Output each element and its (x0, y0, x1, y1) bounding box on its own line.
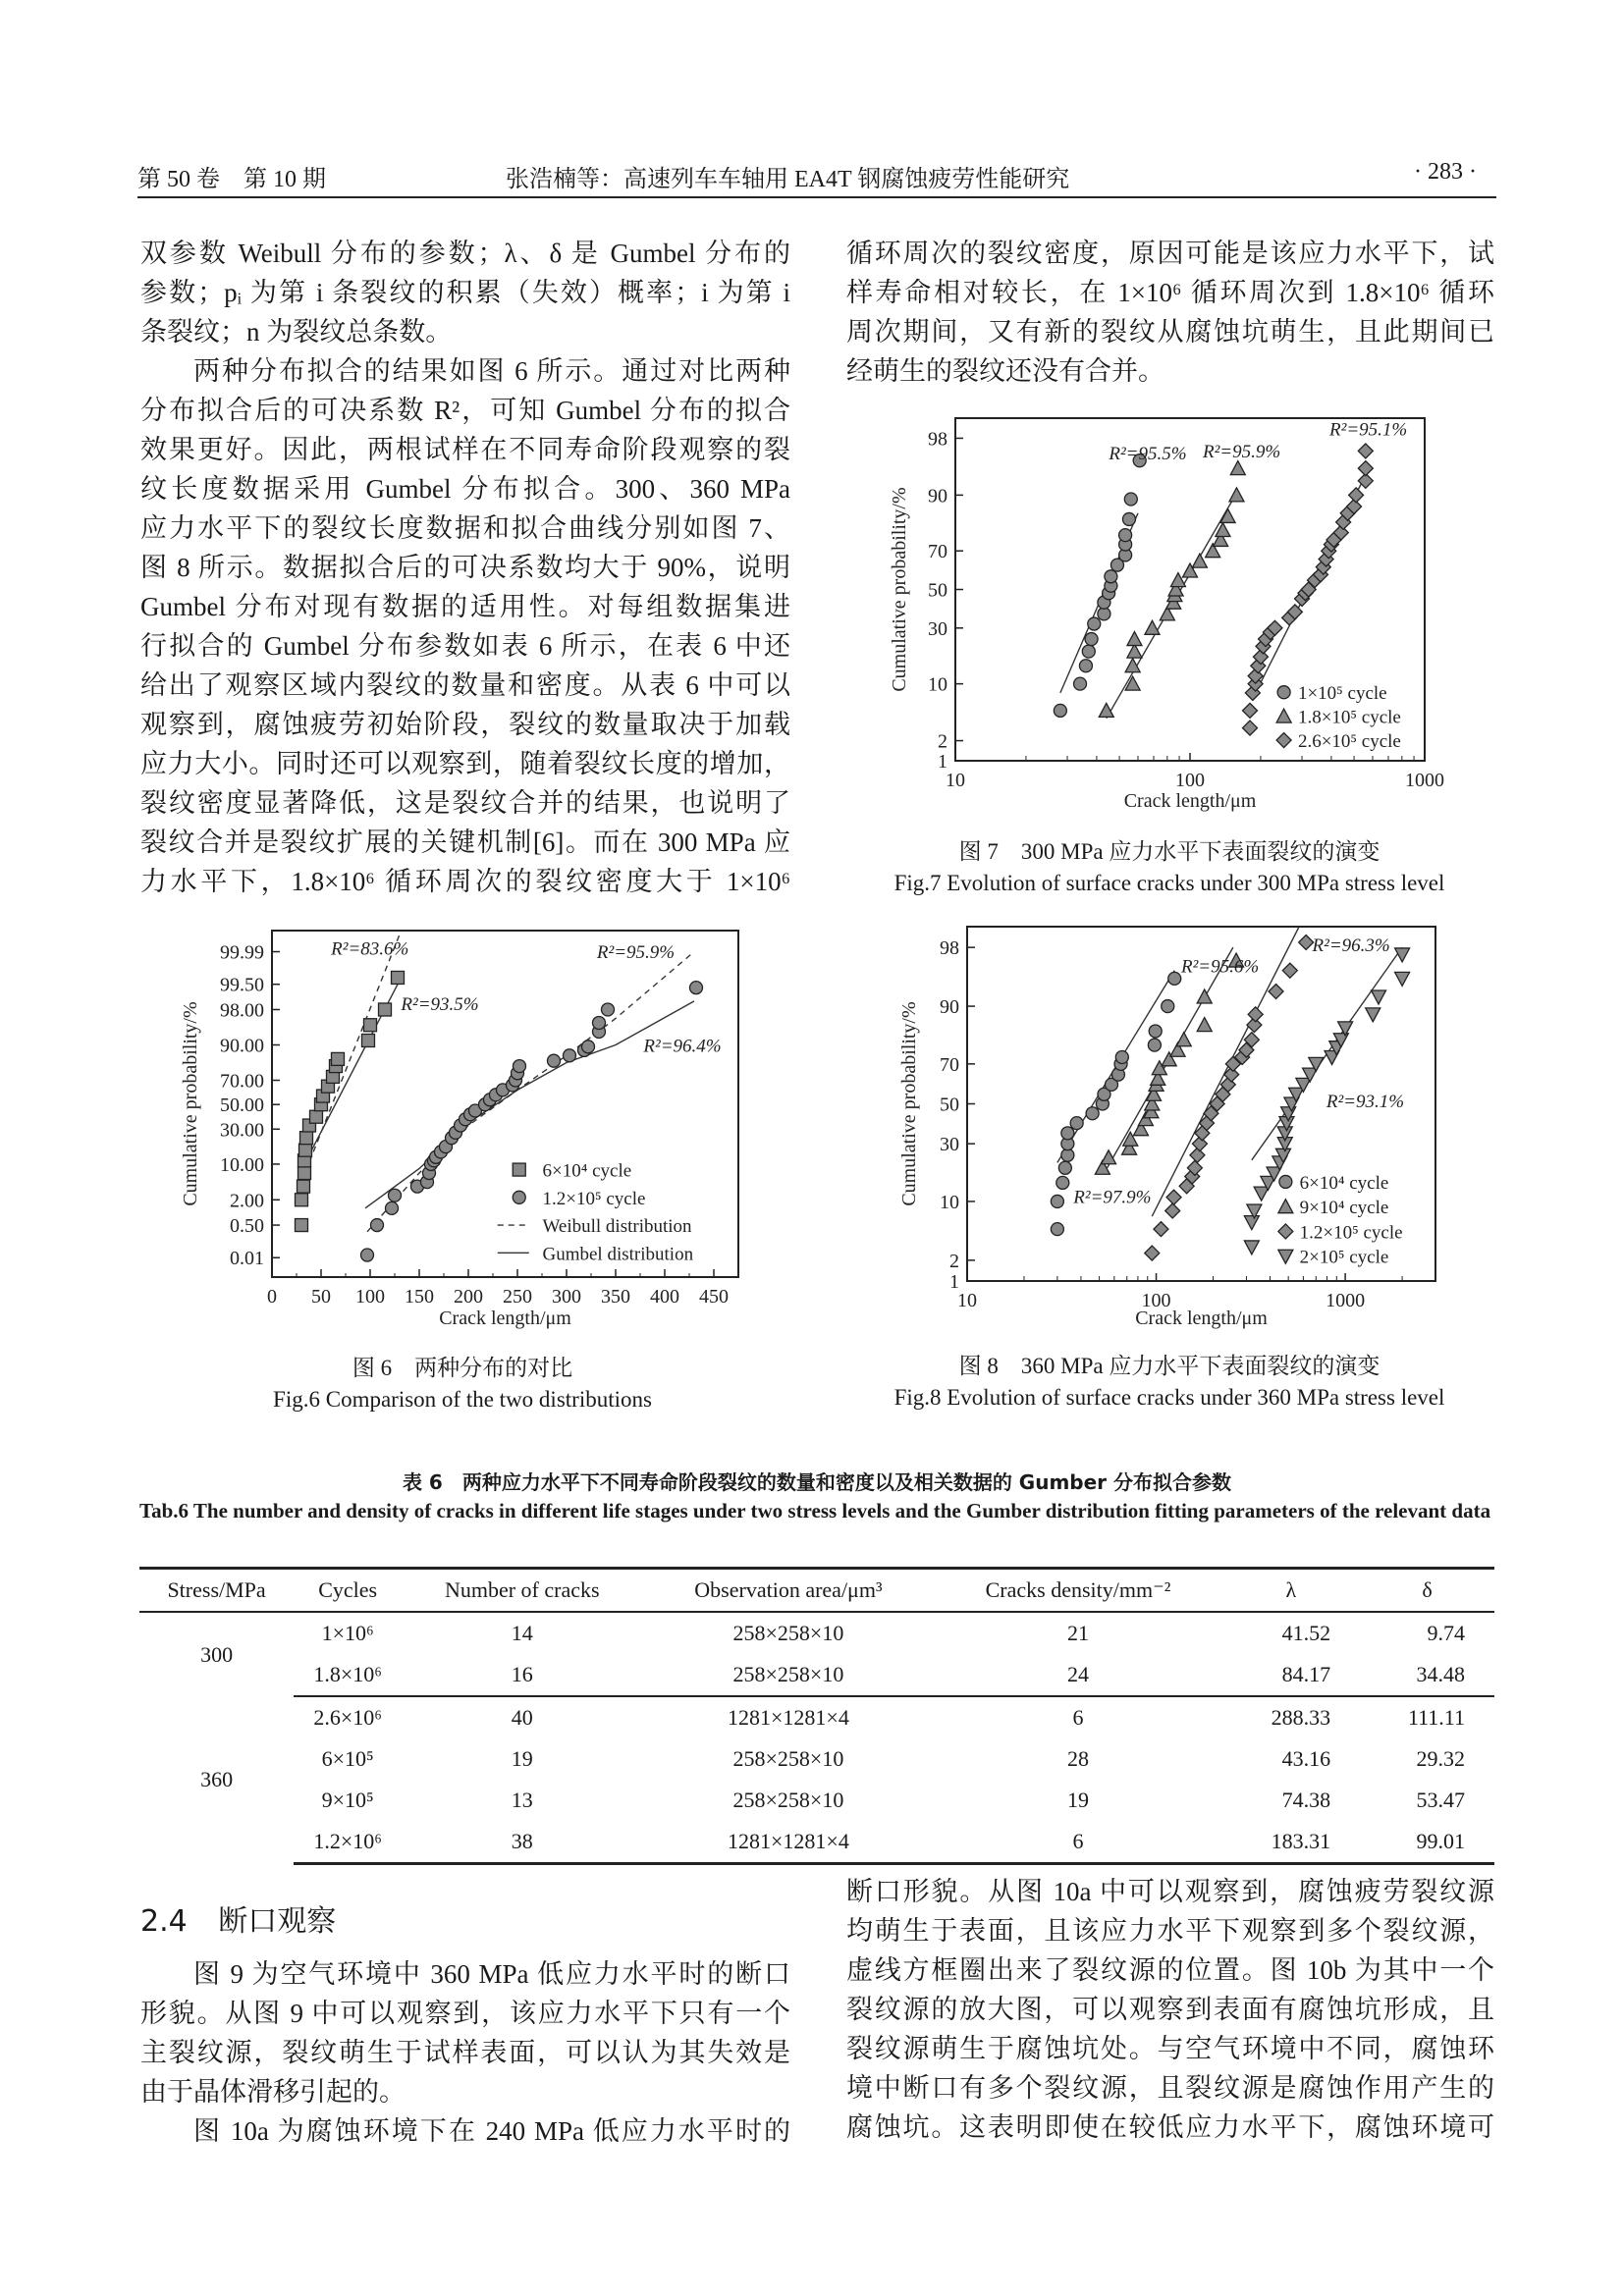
header-rule (137, 196, 1496, 198)
column-header: Number of cracks (402, 1569, 642, 1613)
data-point (1086, 1107, 1099, 1120)
text-line: 样寿命相对较长，在 1×10⁶ 循环周次到 1.8×10⁶ 循环 (846, 278, 1494, 307)
text-line: 分布拟合后的可决系数 R²，可知 Gumbel 分布的拟合 (140, 396, 790, 425)
x-tick-label: 450 (699, 1286, 729, 1308)
text-line: 裂纹源萌生于腐蚀坑处。与空气环境中不同，腐蚀环 (846, 2034, 1494, 2063)
text-line: 腐蚀坑。这表明即使在较低应力水平下，腐蚀环境可 (846, 2112, 1494, 2142)
legend-label: 1×10⁵ cycle (1297, 683, 1387, 705)
column-header: Cycles (294, 1569, 402, 1613)
figure-7-caption (844, 836, 1494, 899)
x-tick-label: 300 (552, 1286, 581, 1308)
r-squared-annotation: R²=96.4% (643, 1036, 722, 1057)
y-tick-label: 30 (940, 1134, 959, 1156)
table-cell: 99.01 (1360, 1821, 1494, 1864)
table-cell: 38 (402, 1821, 642, 1864)
text-line: 两种分布拟合的结果如图 6 所示。通过对比两种 (193, 356, 790, 386)
data-point (564, 1049, 576, 1062)
data-point (1248, 1007, 1263, 1022)
y-tick-label: 70 (928, 541, 947, 563)
text-line: 经萌生的裂纹还没有合并。 (846, 356, 1164, 386)
table-header-row (139, 1569, 1494, 1613)
stress-cell: 300 (200, 1641, 234, 1667)
data-point (1190, 1148, 1205, 1162)
r-squared-annotation: R²=96.3% (1312, 935, 1390, 957)
data-point (1168, 972, 1181, 985)
y-tick-label: 10 (940, 1191, 959, 1213)
data-point (1074, 677, 1087, 690)
text-line: 行拟合的 Gumbel 分布参数如表 6 所示，在表 6 中还 (140, 631, 790, 661)
data-point (1148, 1039, 1161, 1051)
x-tick-label: 10 (946, 770, 965, 791)
x-tick-label: 1000 (1326, 1290, 1366, 1311)
r-squared-annotation: R²=97.9% (1073, 1187, 1152, 1208)
table-cell: 183.31 (1221, 1821, 1360, 1864)
section-heading (140, 1896, 336, 1940)
legend-label: 1.2×10⁵ cycle (1299, 1222, 1403, 1244)
r-squared-annotation: R²=83.6% (331, 938, 409, 960)
table-cell: 1.2×10⁶ (294, 1821, 402, 1864)
data-point (1058, 1161, 1071, 1174)
data-point (1197, 1018, 1212, 1032)
text-line: 图 10a 为腐蚀环境下在 240 MPa 低应力水平时的 (193, 2116, 790, 2146)
y-tick-label: 2 (938, 730, 947, 753)
data-point (582, 1041, 595, 1053)
x-axis-label: Crack length/μm (1135, 1308, 1268, 1329)
legend-marker (1277, 686, 1290, 699)
text-line: 由于晶体滑移引起的。 (140, 2077, 406, 2107)
data-point (1230, 461, 1245, 475)
table-row (139, 1738, 1494, 1780)
data-point (361, 1249, 374, 1261)
data-point (1243, 703, 1258, 718)
legend-label: Gumbel distribution (542, 1244, 694, 1265)
y-tick-label: 1 (949, 1271, 959, 1293)
data-point (1119, 529, 1132, 542)
stress-cell: 360 (200, 1767, 234, 1792)
data-point (386, 1201, 399, 1214)
table-cell: 258×258×10 (642, 1654, 934, 1696)
column-header: Observation area/μm³ (642, 1569, 934, 1613)
y-tick-label: 98 (940, 937, 959, 960)
x-tick-label: 100 (1141, 1290, 1171, 1311)
running-title: 张浩楠等：高速列车车轴用 EA4T 钢腐蚀疲劳性能研究 (506, 167, 1070, 192)
data-point (1125, 676, 1140, 690)
fit-line (301, 934, 400, 1182)
data-point (1149, 1025, 1162, 1038)
data-point (1372, 990, 1386, 1004)
table-cell: 28 (1066, 1746, 1089, 1771)
table-cell: 43.16 (1281, 1746, 1331, 1771)
r-squared-annotation: R²=95.9% (596, 942, 676, 964)
data-point (1145, 1246, 1160, 1260)
y-tick-label: 2.00 (230, 1190, 264, 1212)
table-cell: 9×10⁵ (321, 1788, 374, 1812)
data-point (392, 971, 405, 984)
table-caption-cn: 表 6 两种应力水平下不同寿命阶段裂纹的数量和密度以及相关数据的 Gumber 分布拟合参数 (402, 1470, 1232, 1494)
data-point (332, 1052, 345, 1065)
data-point (389, 1189, 402, 1201)
data-point (1056, 1176, 1069, 1189)
data-point (1051, 1223, 1063, 1236)
right-column-text (846, 234, 1494, 391)
legend-label: 6×10⁴ cycle (1299, 1172, 1389, 1194)
data-point (1154, 1222, 1168, 1237)
table-cell: 19 (1066, 1788, 1089, 1812)
data-point (379, 1003, 392, 1016)
table-cell: 258×258×10 (732, 1788, 844, 1812)
data-point (1229, 488, 1244, 502)
table-row (139, 1821, 1494, 1864)
table-caption-en: Tab.6 The number and density of cracks in different life stages under two stress levels and the Gumber distribution fitting parameters of the relevant data (139, 1499, 1491, 1522)
text-line: 周次期间，又有新的裂纹从腐蚀坑萌生，且此期间已 (846, 317, 1494, 347)
crack-data-table (139, 1567, 1494, 1865)
data-point (1105, 570, 1117, 583)
text-line: 图 8 所示。数据拟合后的可决系数均大于 90%，说明 (140, 553, 790, 582)
table-cell: 13 (511, 1788, 533, 1812)
data-point (364, 1019, 377, 1032)
data-point (1269, 984, 1283, 998)
y-tick-label: 10 (928, 673, 947, 696)
r-squared-annotation: R²=95.9% (1202, 442, 1281, 463)
r-squared-annotation: R²=95.1% (1329, 419, 1408, 441)
legend-marker (1276, 733, 1291, 748)
data-point (1299, 935, 1314, 950)
text-line: 裂纹合并是裂纹扩展的关键机制[6]。而在 300 MPa 应 (140, 828, 790, 857)
y-tick-label: 98 (928, 428, 947, 451)
y-tick-label: 30 (928, 617, 947, 640)
table-cell: 34.48 (1360, 1654, 1494, 1696)
data-point (602, 1003, 615, 1016)
figure-8-chart (884, 913, 1492, 1335)
legend-label: 9×10⁴ cycle (1299, 1198, 1389, 1219)
r-squared-annotation: R²=93.1% (1326, 1091, 1405, 1112)
fit-line (365, 1001, 694, 1208)
data-point (1061, 1127, 1074, 1140)
data-point (1127, 632, 1142, 646)
data-point (296, 1194, 308, 1206)
text-line: 应力水平下的裂纹长度数据和拟合曲线分别如图 7、 (140, 513, 790, 543)
x-tick-label: 50 (311, 1286, 331, 1308)
data-point (1358, 461, 1373, 476)
data-point (299, 1144, 312, 1156)
column-header: δ (1360, 1569, 1494, 1613)
table-cell: 21 (1066, 1621, 1089, 1645)
data-point (1124, 493, 1137, 506)
data-point (1197, 989, 1212, 1003)
data-point (1166, 1190, 1181, 1204)
table-cell: 41.52 (1281, 1621, 1331, 1645)
data-point (298, 1167, 311, 1180)
table-cell: 6 (934, 1821, 1221, 1864)
legend-marker (1276, 709, 1291, 722)
caption-cn: 图 6 两种分布的对比 (352, 1356, 573, 1380)
y-tick-label: 50.00 (220, 1095, 264, 1117)
text-line: 图 9 为空气环境中 360 MPa 低应力水平时的断口 (193, 1959, 790, 1989)
table-cell: 258×258×10 (732, 1621, 844, 1645)
r-squared-annotation: R²=95.5% (1109, 443, 1187, 464)
table-cell: 1281×1281×4 (728, 1705, 849, 1730)
r-squared-annotation: R²=93.5% (401, 994, 479, 1016)
text-line: 裂纹源的放大图，可以观察到表面有腐蚀坑形成，且 (846, 1995, 1494, 2024)
table-cell: 19 (511, 1746, 533, 1771)
table-cell: 74.38 (1281, 1788, 1331, 1812)
table-cell: 1281×1281×4 (642, 1821, 934, 1864)
table-row (139, 1780, 1494, 1821)
data-point (1192, 554, 1207, 567)
y-tick-label: 70 (940, 1053, 959, 1076)
x-axis-label: Crack length/μm (439, 1308, 571, 1329)
table-cell: 1.8×10⁶ (294, 1654, 402, 1696)
legend-marker (513, 1163, 525, 1176)
section-title: 断口观察 (218, 1904, 337, 1939)
table-cell: 6×10⁵ (321, 1746, 374, 1771)
section-number: 2.4 (140, 1904, 188, 1939)
caption-cn: 图 7 300 MPa 应力水平下表面裂纹的演变 (958, 839, 1380, 864)
y-tick-label: 50 (940, 1094, 959, 1116)
x-tick-label: 100 (355, 1286, 385, 1308)
y-tick-label: 90 (940, 996, 959, 1019)
table-cell: 2.6×10⁶ (313, 1705, 382, 1730)
data-point (548, 1054, 561, 1067)
data-point (1145, 620, 1160, 634)
table-row (139, 1612, 1494, 1654)
data-point (298, 1180, 310, 1193)
text-line: 均萌生于表面，且该应力水平下观察到多个裂纹源， (846, 1916, 1494, 1946)
y-tick-label: 90.00 (220, 1035, 264, 1057)
text-line: 力水平下，1.8×10⁶ 循环周次的裂纹密度大于 1×10⁶ (140, 867, 790, 896)
legend-label: 6×10⁴ cycle (542, 1160, 632, 1182)
y-tick-label: 70.00 (220, 1070, 264, 1093)
x-tick-label: 1000 (1405, 770, 1444, 791)
column-header: λ (1221, 1569, 1360, 1613)
data-point (1088, 617, 1101, 630)
data-point (1125, 659, 1140, 672)
x-tick-label: 100 (1175, 770, 1205, 791)
caption-en: Fig.8 Evolution of surface cracks under 360 MPa stress level (893, 1385, 1445, 1410)
y-tick-label: 99.99 (220, 941, 264, 964)
data-point (296, 1219, 308, 1232)
table-cell: 16 (402, 1654, 642, 1696)
y-tick-label: 50 (928, 579, 947, 602)
text-line: 条裂纹；n 为裂纹总条数。 (140, 317, 453, 347)
x-tick-label: 350 (601, 1286, 630, 1308)
table-cell: 6 (1072, 1705, 1084, 1730)
text-line: 主裂纹源，裂纹萌生于试样表面，可以认为其失效是 (140, 2038, 790, 2067)
text-line: 观察到，腐蚀疲劳初始阶段，裂纹的数量取决于加载 (140, 710, 790, 739)
table-cell: 53.47 (1416, 1788, 1465, 1812)
y-tick-label: 30.00 (220, 1119, 264, 1142)
y-tick-label: 98.00 (220, 999, 264, 1022)
text-line: 效果更好。因此，两根试样在不同寿命阶段观察的裂 (140, 435, 790, 464)
data-point (362, 1034, 375, 1046)
legend-marker (1278, 1200, 1293, 1213)
data-point (1366, 1008, 1380, 1022)
legend-label: 2.6×10⁵ cycle (1297, 731, 1401, 753)
data-point (1085, 633, 1098, 646)
data-point (1054, 704, 1066, 717)
data-point (593, 1016, 606, 1029)
data-point (300, 1132, 313, 1145)
data-point (1165, 1203, 1180, 1218)
x-axis-label: Crack length/μm (1123, 790, 1257, 812)
data-point (371, 1219, 384, 1232)
y-tick-label: 0.01 (230, 1248, 264, 1270)
y-tick-label: 0.50 (230, 1215, 264, 1238)
y-tick-label: 10.00 (220, 1153, 264, 1176)
figure-6-caption (137, 1353, 787, 1415)
legend-label: 1.2×10⁵ cycle (542, 1188, 646, 1209)
data-point (1349, 488, 1364, 503)
x-tick-label: 200 (454, 1286, 483, 1308)
figure-7-chart (884, 402, 1492, 825)
data-point (1358, 444, 1373, 458)
table-row (139, 1696, 1494, 1738)
data-point (1244, 1216, 1259, 1230)
x-tick-label: 400 (650, 1286, 679, 1308)
y-tick-label: 1 (938, 751, 947, 773)
data-point (310, 1110, 323, 1123)
right-column-text-bottom (846, 1872, 1494, 2147)
y-axis-label: Cumulative probability/% (889, 487, 910, 692)
legend-marker (1278, 1224, 1293, 1239)
text-line: 循环周次的裂纹密度，原因可能是该应力水平下，试 (846, 239, 1494, 268)
text-line: 境中断口有多个裂纹源，且裂纹源是腐蚀作用产生的 (846, 2073, 1494, 2103)
y-tick-label: 99.50 (220, 974, 264, 996)
r-squared-annotation: R²=95.6% (1180, 956, 1260, 978)
caption-en: Fig.7 Evolution of surface cracks under 300 MPa stress level (893, 871, 1445, 895)
data-point (1070, 1117, 1083, 1130)
legend-label: 2×10⁵ cycle (1299, 1247, 1389, 1268)
y-axis-label: Cumulative probability/% (898, 1001, 920, 1206)
text-line: Gumbel 分布对现有数据的适用性。对每组数据集进 (140, 592, 790, 621)
data-point (1079, 660, 1092, 672)
data-point (1115, 1050, 1128, 1063)
text-line: 给出了观察区域内裂纹的数量和密度。从表 6 中可以 (140, 670, 790, 700)
table-cell: 288.33 (1271, 1705, 1331, 1730)
legend-marker (1278, 1250, 1293, 1263)
table-cell: 111.11 (1407, 1705, 1465, 1730)
text-line: 参数；pᵢ 为第 i 条裂纹的积累（失效）概率；i 为第 i (140, 278, 790, 307)
legend-label: 1.8×10⁵ cycle (1297, 707, 1401, 728)
column-header: Stress/MPa (139, 1569, 294, 1613)
table-cell: 84.17 (1221, 1654, 1360, 1696)
text-line: 虚线方框圈出来了裂纹源的位置。图 10b 为其中一个 (846, 1955, 1494, 1985)
data-point (1082, 645, 1095, 658)
legend-label: Weibull distribution (542, 1216, 692, 1238)
data-point (1282, 963, 1297, 978)
table-cell: 1×10⁶ (321, 1621, 374, 1645)
left-column-text-bottom (140, 1954, 790, 2151)
data-point (1162, 1000, 1174, 1013)
legend-marker (513, 1191, 525, 1203)
text-line: 纹长度数据采用 Gumbel 分布拟合。300、360 MPa (140, 474, 790, 504)
table-cell: 14 (511, 1621, 533, 1645)
left-column-text (140, 234, 790, 901)
table-cell: 40 (511, 1705, 533, 1730)
figure-6-chart (167, 918, 776, 1340)
journal-issue: 第 50 卷 第 10 期 (137, 167, 326, 192)
data-point (514, 1060, 526, 1073)
y-axis-label: Cumulative probability/% (180, 1001, 201, 1206)
page-number: · 283 · (1414, 159, 1477, 185)
data-point (1254, 1187, 1269, 1201)
data-point (1244, 1241, 1259, 1255)
data-point (1176, 1033, 1191, 1046)
x-tick-label: 10 (957, 1290, 977, 1311)
text-line: 应力大小。同时还可以观察到，随着裂纹长度的增加， (140, 749, 790, 778)
column-header: Cracks density/mm⁻² (934, 1569, 1221, 1613)
caption-en: Fig.6 Comparison of the two distributions (273, 1387, 652, 1412)
x-tick-label: 0 (267, 1286, 277, 1308)
caption-cn: 图 8 360 MPa 应力水平下表面裂纹的演变 (958, 1354, 1380, 1378)
y-tick-label: 90 (928, 485, 947, 507)
table-row (139, 1654, 1494, 1696)
data-point (1051, 1195, 1063, 1207)
data-point (690, 982, 703, 994)
table-cell: 29.32 (1416, 1746, 1465, 1771)
table-cell: 9.74 (1427, 1621, 1465, 1645)
table-cell: 258×258×10 (732, 1746, 844, 1771)
x-tick-label: 150 (405, 1286, 434, 1308)
data-point (1243, 721, 1258, 735)
y-tick-label: 2 (949, 1250, 959, 1272)
text-line: 裂纹密度显著降低，这是裂纹合并的结果，也说明了 (140, 788, 790, 818)
text-line: 断口形貌。从图 10a 中可以观察到，腐蚀疲劳裂纹源 (846, 1877, 1494, 1906)
data-point (1122, 512, 1135, 525)
table-cell: 24 (934, 1654, 1221, 1696)
figure-8-caption (844, 1351, 1494, 1414)
text-line: 双参数 Weibull 分布的参数；λ、δ 是 Gumbel 分布的 (140, 239, 790, 268)
x-tick-label: 250 (503, 1286, 532, 1308)
text-line: 形貌。从图 9 中可以观察到，该应力水平下只有一个 (140, 1999, 790, 2028)
data-point (1395, 972, 1410, 986)
legend-marker (1279, 1175, 1292, 1188)
